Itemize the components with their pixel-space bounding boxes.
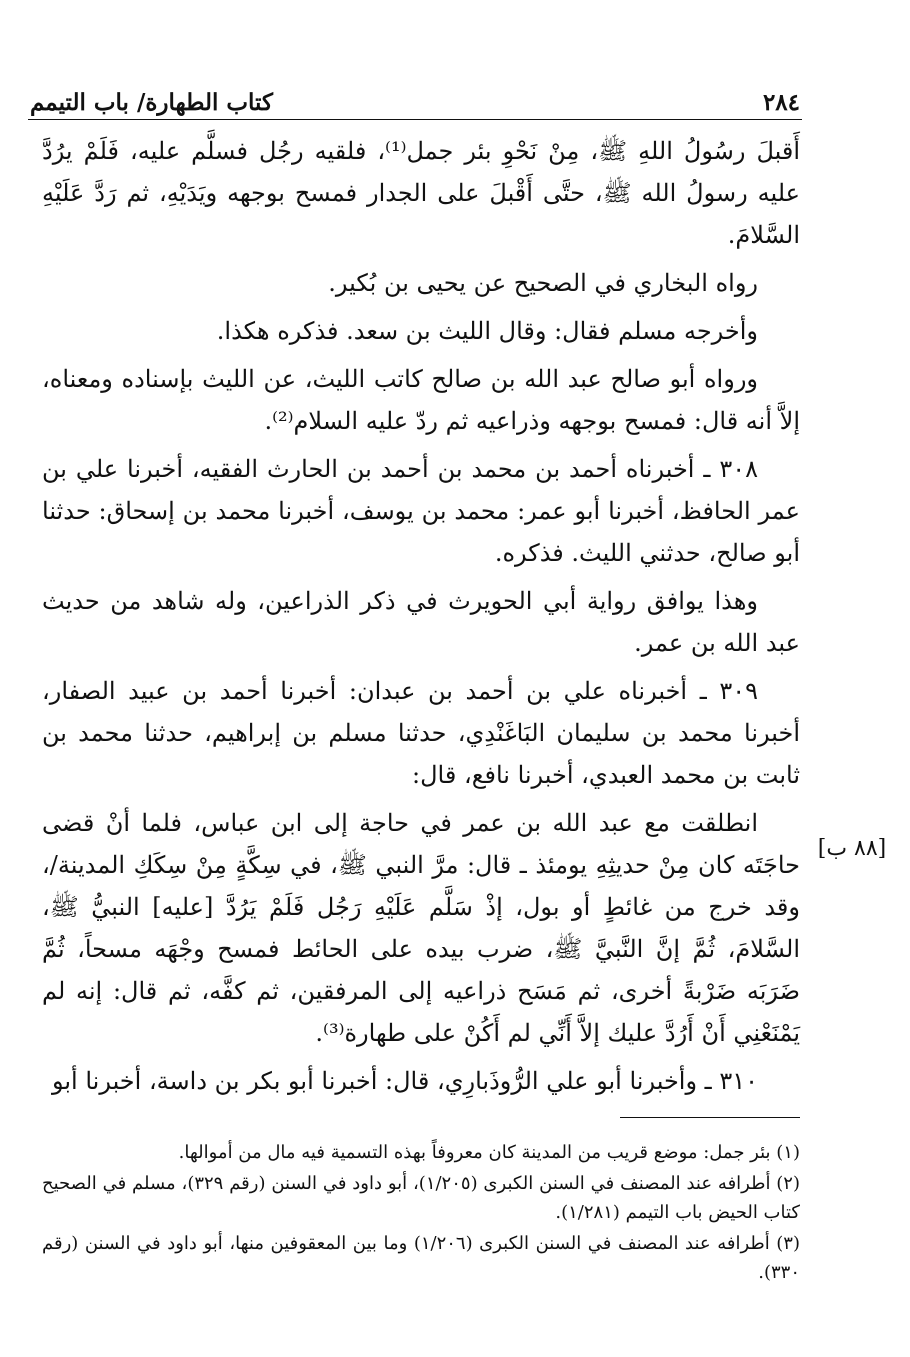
- main-text: [42, 130, 800, 1108]
- hadith-309: ٣٠٩ ـ أخبرناه علي بن أحمد بن عبدان: أخبرنا أحمد بن عبيد الصفار، أخبرنا محمد بن سليمان البَاغَنْدِي، حدثنا مسلم بن إبراهيم، حدثنا محمد بن ثابت بن محمد العبدي، أخبرنا نافع، قال:: [42, 677, 800, 789]
- paragraph-4: ورواه أبو صالح عبد الله بن صالح كاتب الليث، عن الليث بإسناده ومعناه، إلاَّ أنه قال: فمسح بوجهه وذراعيه ثم ردّ عليه السلام⁽²⁾.: [42, 365, 800, 435]
- paragraph-8: انطلقت مع عبد الله بن عمر في حاجة إلى ابن عباس، فلما أنْ قضى حاجَتَه كان مِنْ حديثِهِ يومئذ ـ قال: مرَّ النبي ﷺ، في سِكَّةٍ مِنْ سِكَكِ المدينة/، وقد خرج من غائطٍ أو بول، إذْ سَلَّم عَلَيْهِ رَجُل فَلَمْ يَرُدَّ [عليه] النبيُّ ﷺ، السَّلامَ، ثُمَّ إنَّ النَّبيَّ ﷺ، ضرب بيده على الحائط فمسح وجْهَه مسحاً، ثُمَّ ضَرَبَه ضَرْبةً أخرى، ثم مَسَح ذراعيه إلى المرفقين، ثم كفَّه، ثم قال: إنه لم يَمْنَعْنِي أَنْ أَرُدَّ عليك إلاَّ أَنِّي لم أَكُنْ على طهارة⁽³⁾.: [42, 809, 800, 1047]
- hadith-308: ٣٠٨ ـ أخبرناه أحمد بن محمد بن أحمد بن الحارث الفقيه، أخبرنا علي بن عمر الحافظ، أخبرنا أبو عمر: محمد بن يوسف، أخبرنا محمد بن إسحاق: حدثنا أبو صالح، حدثني الليث. فذكره.: [42, 455, 800, 567]
- footnotes: [42, 1138, 800, 1289]
- hadith-310: ٣١٠ ـ وأخبرنا أبو علي الرُّوذَبارِي، قال: أخبرنا أبو بكر بن داسة، أخبرنا أبو: [51, 1067, 758, 1095]
- page-number: ٢٨٤: [762, 89, 800, 116]
- manuscript-folio-note: [٨٨ ب]: [817, 836, 887, 861]
- chapter-title: كتاب الطهارة/ باب التيمم: [30, 89, 273, 116]
- paragraph-3: وأخرجه مسلم فقال: وقال الليث بن سعد. فذكره هكذا.: [216, 317, 758, 345]
- running-header: [30, 76, 800, 116]
- footnote-3: (٣) أطرافه عند المصنف في السنن الكبرى (١/٢٠٦) وما بين المعقوفين منها، أبو داود في السنن (رقم ٣٣٠).: [42, 1233, 800, 1283]
- paragraph-2: رواه البخاري في الصحيح عن يحيى بن بُكير.: [328, 269, 758, 297]
- footnote-2: (٢) أطرافه عند المصنف في السنن الكبرى (١/٢٠٥)، أبو داود في السنن (رقم ٣٢٩)، مسلم في الصحيح كتاب الحيض باب التيمم (١/٢٨١).: [42, 1173, 800, 1223]
- footnote-1: (١) بئر جمل: موضع قريب من المدينة كان معروفاً بهذه التسمية فيه مال من أموالها.: [178, 1142, 800, 1163]
- header-rule: [28, 119, 802, 120]
- paragraph-6: وهذا يوافق رواية أبي الحويرث في ذكر الذراعين، وله شاهد من حديث عبد الله بن عمر.: [42, 587, 800, 657]
- footnote-rule: [620, 1117, 800, 1118]
- paragraph-1: أَقبلَ رسُولُ اللهِ ﷺ، مِنْ نَحْوِ بئر جمل⁽¹⁾، فلقيه رجُل فسلَّم عليه، فَلَمْ يرُدَّ عليه رسولُ الله ﷺ، حتَّى أَقْبلَ على الجدار فمسح بوجهه ويَدَيْهِ، ثم رَدَّ عَلَيْهِ السَّلامَ.: [42, 137, 801, 249]
